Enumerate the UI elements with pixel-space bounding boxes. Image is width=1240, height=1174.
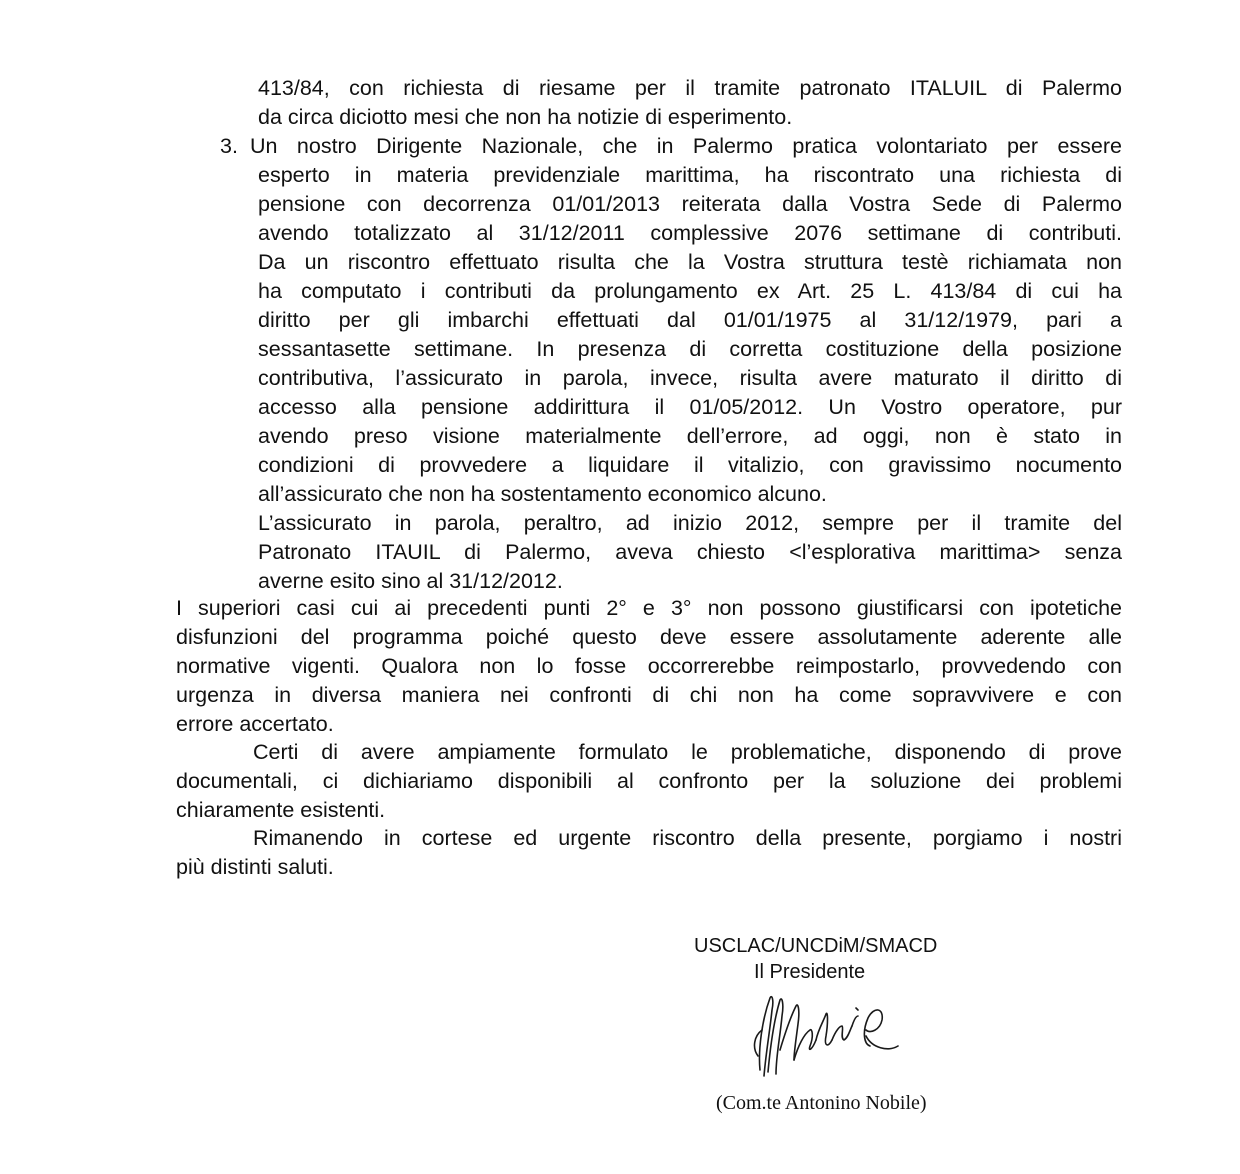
certi-line-1: Certi di avere ampiamente formulato le problematiche, disponendo di prove: [253, 740, 1122, 764]
item2-line-1: 413/84, con richiesta di riesame per il tramite patronato ITALUIL di Palermo: [258, 76, 1122, 100]
handwritten-signature: [740, 990, 920, 1090]
item3-line-6: ha computato i contributi da prolungamento ex Art. 25 L. 413/84 di cui ha: [258, 279, 1122, 303]
saluti-line-2: più distinti saluti.: [176, 855, 334, 879]
item3-line-2: esperto in materia previdenziale marittima, ha riscontrato una richiesta di: [258, 163, 1122, 187]
casi-line-5: errore accertato.: [176, 712, 334, 736]
signature-organization: USCLAC/UNCDiM/SMACD: [694, 935, 938, 957]
casi-line-4: urgenza in diversa maniera nei confronti di chi non ha come sopravvivere e con: [176, 683, 1122, 707]
casi-line-2: disfunzioni del programma poiché questo deve essere assolutamente aderente alle: [176, 625, 1122, 649]
certi-line-3: chiaramente esistenti.: [176, 798, 386, 822]
item3-sub-line-3: averne esito sino al 31/12/2012.: [258, 569, 563, 593]
certi-line-2: documentali, ci dichiariamo disponibili al confronto per la soluzione dei problemi: [176, 769, 1122, 793]
item3-line-9: contributiva, l’assicurato in parola, invece, risulta avere maturato il diritto di: [258, 366, 1122, 390]
item3-line-5: Da un riscontro effettuato risulta che la Vostra struttura testè richiamata non: [258, 250, 1122, 274]
signature-role: Il Presidente: [754, 961, 866, 983]
item3-number: 3.: [220, 134, 238, 158]
item3-line-10: accesso alla pensione addirittura il 01/05/2012. Un Vostro operatore, pur: [258, 395, 1122, 419]
item3-line-11: avendo preso visione materialmente dell’errore, ad oggi, non è stato in: [258, 424, 1122, 448]
item3-line-8: sessantasette settimane. In presenza di corretta costituzione della posizione: [258, 337, 1122, 361]
item3-sub-line-1: L’assicurato in parola, peraltro, ad inizio 2012, sempre per il tramite del: [258, 511, 1122, 535]
saluti-line-1: Rimanendo in cortese ed urgente riscontro della presente, porgiamo i nostri: [253, 826, 1122, 850]
item3-line-7: diritto per gli imbarchi effettuati dal 01/01/1975 al 31/12/1979, pari a: [258, 308, 1122, 332]
item3-line-12: condizioni di provvedere a liquidare il vitalizio, con gravissimo nocumento: [258, 453, 1122, 477]
signature-name: (Com.te Antonino Nobile): [716, 1092, 927, 1114]
casi-line-3: normative vigenti. Qualora non lo fosse occorrerebbe reimpostarlo, provvedendo con: [176, 654, 1122, 678]
item3-line-4: avendo totalizzato al 31/12/2011 complessive 2076 settimane di contributi.: [258, 221, 1122, 245]
item3-line-3: pensione con decorrenza 01/01/2013 reiterata dalla Vostra Sede di Palermo: [258, 192, 1122, 216]
item3-line-13: all’assicurato che non ha sostentamento economico alcuno.: [258, 482, 827, 506]
item3-line-1: Un nostro Dirigente Nazionale, che in Palermo pratica volontariato per essere: [250, 134, 1122, 158]
item3-sub-line-2: Patronato ITAUIL di Palermo, aveva chiesto <l’esplorativa marittima> senza: [258, 540, 1122, 564]
item2-line-2: da circa diciotto mesi che non ha notizie di esperimento.: [258, 105, 793, 129]
casi-line-1: I superiori casi cui ai precedenti punti 2° e 3° non possono giustificarsi con ipotetiche: [176, 596, 1122, 620]
